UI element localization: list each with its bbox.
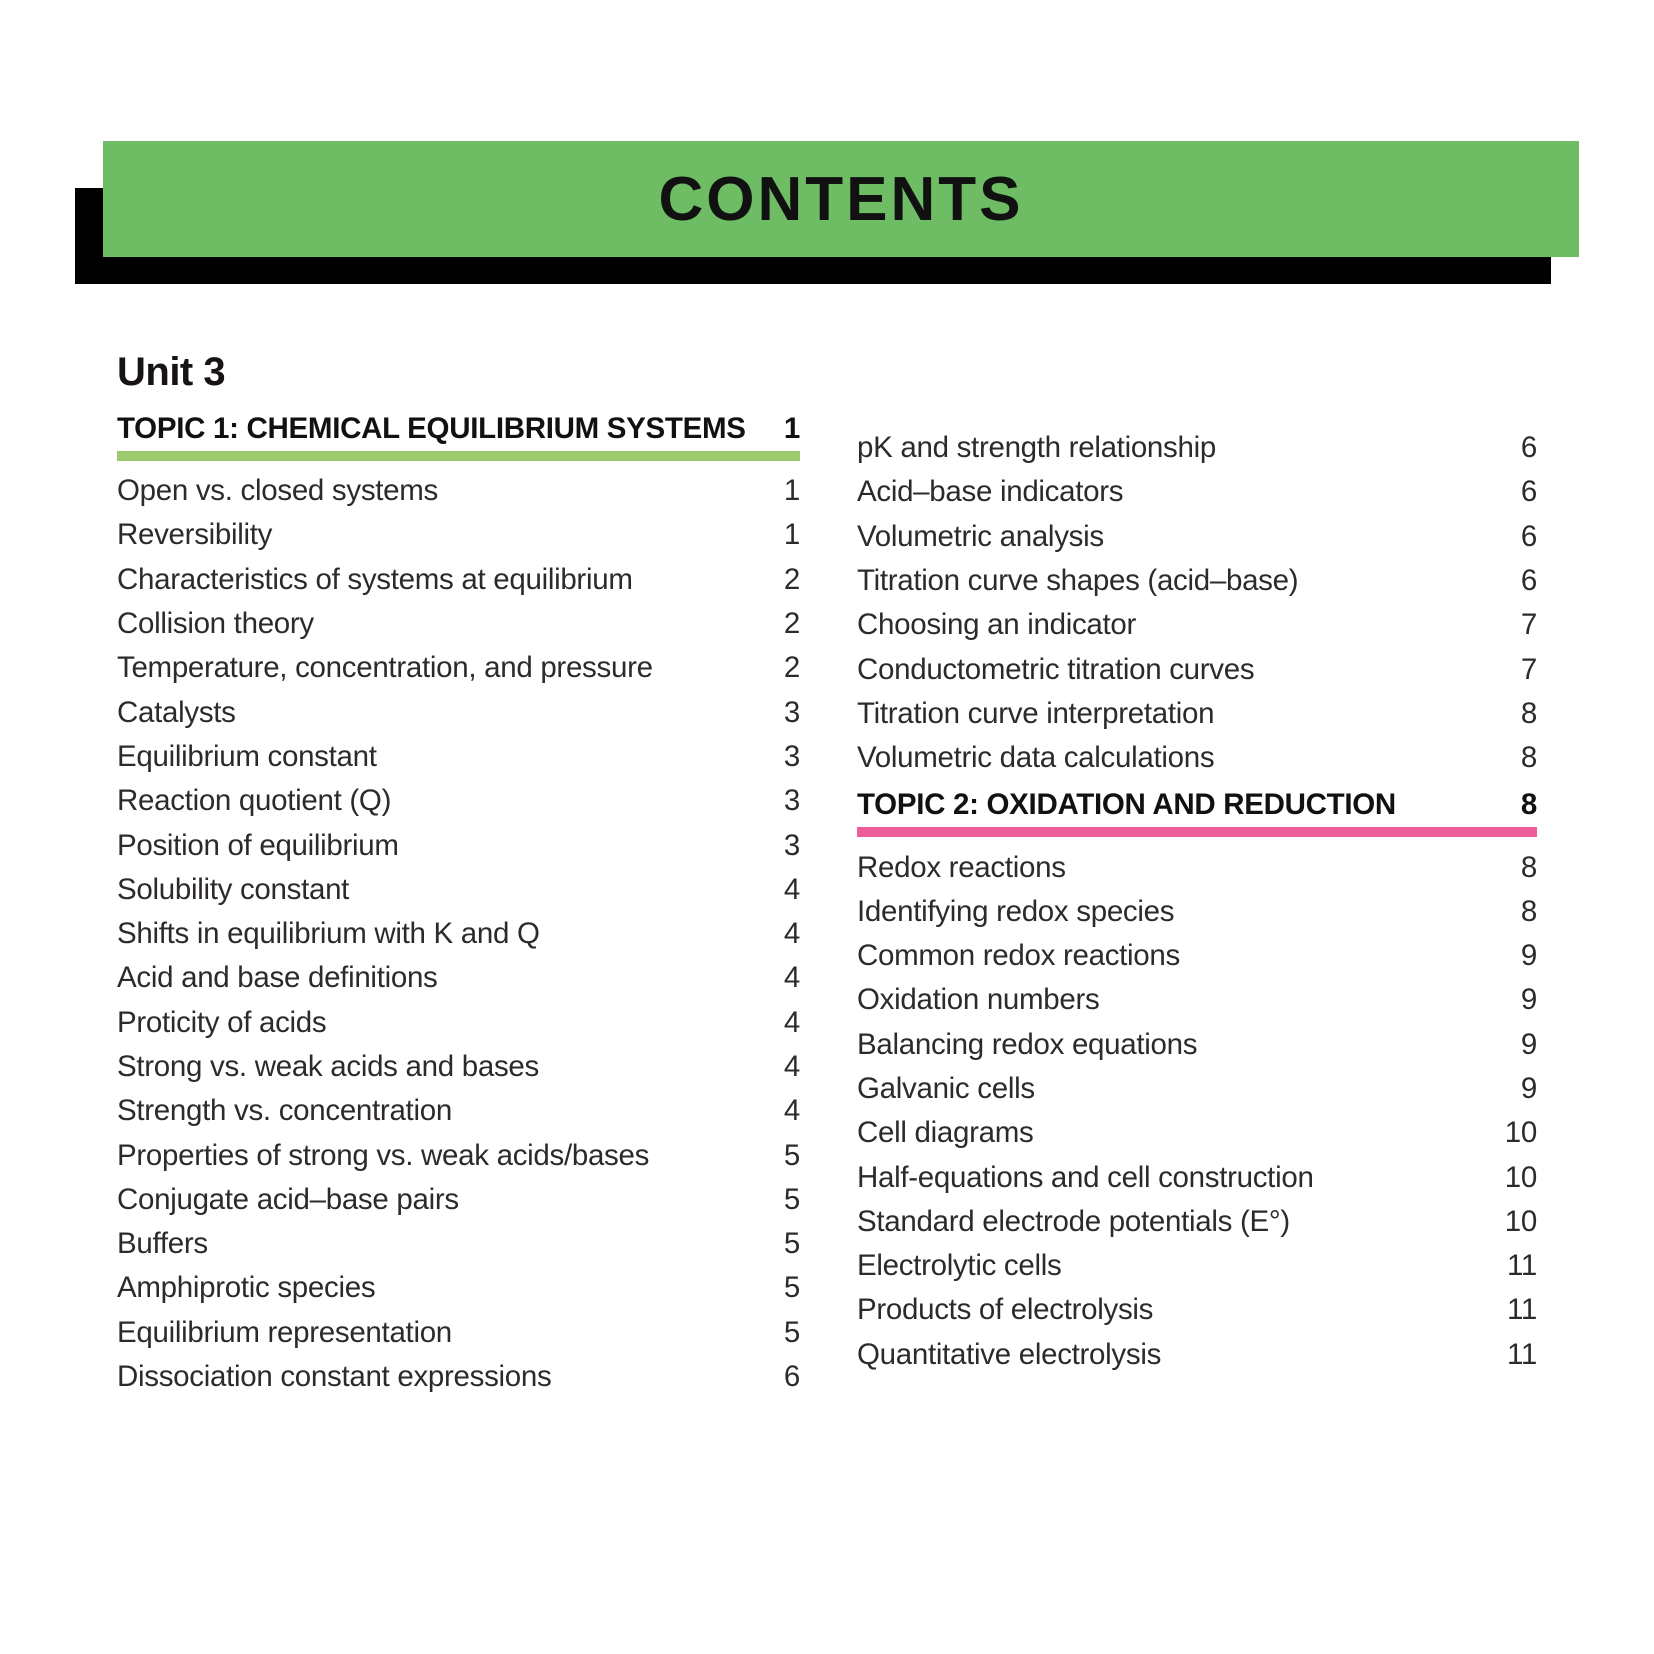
unit-heading: Unit 3	[117, 350, 226, 394]
toc-entry-page-number: 8	[1520, 894, 1537, 928]
toc-entry-label: Half-equations and cell construction	[857, 1160, 1314, 1194]
toc-entry	[117, 1266, 800, 1310]
toc-entry-page-number: 6	[1520, 519, 1537, 553]
toc-entry-label: Solubility constant	[117, 872, 350, 906]
toc-entry-page-number: 6	[783, 1360, 800, 1394]
toc-entry	[117, 602, 800, 646]
toc-entry	[117, 558, 800, 602]
toc-entry-page-number: 9	[1520, 939, 1537, 973]
toc-entry-label: Equilibrium representation	[117, 1315, 452, 1349]
toc-entry-label: Acid and base definitions	[117, 961, 438, 995]
toc-entry	[117, 690, 800, 734]
toc-entry-page-number: 11	[1506, 1249, 1537, 1283]
toc-entry-page-number: 10	[1504, 1116, 1537, 1150]
toc-entry	[857, 978, 1537, 1022]
toc-entry-label: Properties of strong vs. weak acids/bases	[117, 1138, 650, 1172]
toc-entry-page-number: 7	[1520, 652, 1537, 686]
toc-entry-label: Proticity of acids	[117, 1005, 327, 1039]
toc-entry-page-number: 5	[783, 1182, 800, 1216]
toc-entry-page-number: 5	[783, 1227, 800, 1261]
toc-entry-page-number: 7	[1520, 608, 1537, 642]
toc-entry-label: Amphiprotic species	[117, 1271, 376, 1305]
toc-entry-label: Volumetric data calculations	[857, 741, 1215, 775]
toc-left-column	[117, 406, 800, 1399]
topic-1-block	[117, 406, 800, 461]
toc-entry-page-number: 6	[1520, 431, 1537, 465]
page-title: CONTENTS	[658, 164, 1024, 234]
toc-entry-page-number: 6	[1520, 475, 1537, 509]
toc-entry	[117, 646, 800, 690]
toc-entry-label: Acid–base indicators	[857, 475, 1124, 509]
toc-entry-label: Titration curve interpretation	[857, 696, 1215, 730]
toc-entry	[857, 934, 1537, 978]
toc-entry	[857, 692, 1537, 736]
toc-entry-label: Redox reactions	[857, 850, 1066, 884]
topic-1-heading	[117, 406, 800, 446]
toc-entry-label: Collision theory	[117, 607, 314, 641]
toc-entry	[117, 735, 800, 779]
toc-entry	[117, 1001, 800, 1045]
toc-entry-page-number: 10	[1504, 1160, 1537, 1194]
toc-right-column	[857, 426, 1537, 1377]
toc-entry	[857, 845, 1537, 889]
toc-entry-label: Strong vs. weak acids and bases	[117, 1050, 539, 1083]
toc-entry-label: Electrolytic cells	[857, 1249, 1062, 1283]
topic-2-page-number: 8	[1520, 788, 1537, 822]
toc-entry-label: pK and strength relationship	[857, 431, 1216, 465]
toc-entry	[117, 868, 800, 912]
toc-entry	[117, 1355, 800, 1399]
toc-entry-label: Temperature, concentration, and pressure	[117, 651, 653, 685]
toc-list-topic1-right	[857, 426, 1537, 780]
toc-entry	[117, 1133, 800, 1177]
toc-entry-page-number: 9	[1520, 1072, 1537, 1105]
contents-banner	[103, 141, 1579, 257]
toc-entry-page-number: 5	[783, 1138, 800, 1172]
toc-entry-label: Galvanic cells	[857, 1072, 1035, 1105]
toc-entry-page-number: 5	[783, 1315, 800, 1349]
toc-entry-label: Standard electrode potentials (E°)	[857, 1204, 1290, 1238]
toc-entry-label: Cell diagrams	[857, 1116, 1034, 1150]
toc-entry	[857, 1023, 1537, 1067]
toc-entry-page-number: 8	[1520, 850, 1537, 884]
topic-1-underline	[117, 451, 800, 461]
toc-entry-label: Choosing an indicator	[857, 608, 1137, 642]
toc-entry-page-number: 4	[783, 1094, 800, 1128]
topic-2-block	[857, 782, 1537, 837]
toc-entry-page-number: 3	[783, 828, 800, 862]
toc-entry-label: Buffers	[117, 1227, 208, 1261]
toc-entry	[117, 1089, 800, 1133]
toc-entry	[857, 647, 1537, 691]
toc-entry-page-number: 4	[783, 961, 800, 995]
toc-entry-page-number: 4	[783, 872, 800, 906]
toc-entry	[857, 515, 1537, 559]
toc-entry	[857, 890, 1537, 934]
toc-entry-label: Characteristics of systems at equilibrium	[117, 562, 633, 596]
toc-entry-label: Reaction quotient (Q)	[117, 784, 392, 818]
toc-entry-page-number: 8	[1520, 741, 1537, 775]
toc-entry-label: Oxidation numbers	[857, 983, 1100, 1017]
toc-entry-label: Reversibility	[117, 518, 273, 552]
toc-entry	[857, 1067, 1537, 1111]
toc-entry	[857, 1111, 1537, 1155]
toc-entry-label: Shifts in equilibrium with K and Q	[117, 917, 540, 951]
toc-entry-label: Balancing redox equations	[857, 1027, 1198, 1061]
toc-entry-page-number: 8	[1520, 696, 1537, 730]
toc-entry	[117, 1222, 800, 1266]
toc-entry-page-number: 6	[1520, 564, 1537, 598]
toc-entry-label: Volumetric analysis	[857, 519, 1104, 553]
toc-entry	[117, 1178, 800, 1222]
toc-entry-label: Equilibrium constant	[117, 739, 377, 773]
toc-entry	[857, 1333, 1537, 1377]
topic-1-page-number: 1	[783, 412, 800, 445]
toc-entry-label: Quantitative electrolysis	[857, 1337, 1162, 1371]
toc-entry-label: Position of equilibrium	[117, 828, 399, 862]
toc-entry	[857, 559, 1537, 603]
topic-2-heading	[857, 782, 1537, 822]
toc-entry-page-number: 4	[783, 1005, 800, 1039]
toc-entry	[117, 1311, 800, 1355]
toc-entry	[857, 470, 1537, 514]
toc-entry	[857, 736, 1537, 780]
toc-entry	[857, 1288, 1537, 1332]
toc-entry-page-number: 2	[783, 607, 800, 641]
toc-entry-page-number: 1	[783, 474, 800, 508]
toc-entry	[117, 779, 800, 823]
topic-2-underline	[857, 827, 1537, 837]
toc-list-topic2	[857, 845, 1537, 1377]
toc-entry	[117, 956, 800, 1000]
toc-entry-label: Dissociation constant expressions	[117, 1360, 552, 1394]
toc-entry-label: Catalysts	[117, 695, 236, 729]
toc-entry-label: Products of electrolysis	[857, 1293, 1154, 1327]
toc-entry	[857, 1200, 1537, 1244]
toc-entry-page-number: 2	[783, 651, 800, 685]
toc-entry	[857, 603, 1537, 647]
toc-entry-label: Conductometric titration curves	[857, 652, 1255, 686]
toc-entry-page-number: 3	[783, 695, 800, 729]
toc-entry-page-number: 1	[783, 518, 800, 552]
toc-entry-page-number: 9	[1520, 1027, 1537, 1061]
toc-list-topic1-left	[117, 469, 800, 1399]
toc-entry-page-number: 10	[1504, 1204, 1537, 1238]
toc-entry	[857, 1244, 1537, 1288]
toc-entry-page-number: 5	[783, 1271, 800, 1305]
toc-entry-label: Strength vs. concentration	[117, 1094, 452, 1128]
toc-entry	[117, 912, 800, 956]
toc-entry-page-number: 2	[783, 562, 800, 596]
toc-entry-label: Titration curve shapes (acid–base)	[857, 564, 1299, 598]
topic-2-label: TOPIC 2: OXIDATION AND REDUCTION	[857, 788, 1396, 822]
toc-entry-label: Conjugate acid–base pairs	[117, 1182, 459, 1216]
toc-entry-page-number: 4	[783, 917, 800, 951]
toc-entry	[117, 469, 800, 513]
toc-entry	[117, 823, 800, 867]
toc-entry-page-number: 4	[783, 1050, 800, 1083]
toc-entry	[117, 1045, 800, 1089]
toc-entry-label: Common redox reactions	[857, 939, 1180, 973]
toc-entry	[117, 513, 800, 557]
toc-entry-page-number: 3	[783, 739, 800, 773]
toc-entry-page-number: 3	[783, 784, 800, 818]
topic-1-label: TOPIC 1: CHEMICAL EQUILIBRIUM SYSTEMS	[117, 412, 746, 445]
toc-entry-page-number: 11	[1506, 1337, 1537, 1371]
toc-entry-page-number: 9	[1520, 983, 1537, 1017]
toc-entry	[857, 1155, 1537, 1199]
toc-entry-page-number: 11	[1506, 1293, 1537, 1327]
toc-entry-label: Open vs. closed systems	[117, 474, 438, 508]
toc-entry-label: Identifying redox species	[857, 894, 1175, 928]
toc-entry	[857, 426, 1537, 470]
